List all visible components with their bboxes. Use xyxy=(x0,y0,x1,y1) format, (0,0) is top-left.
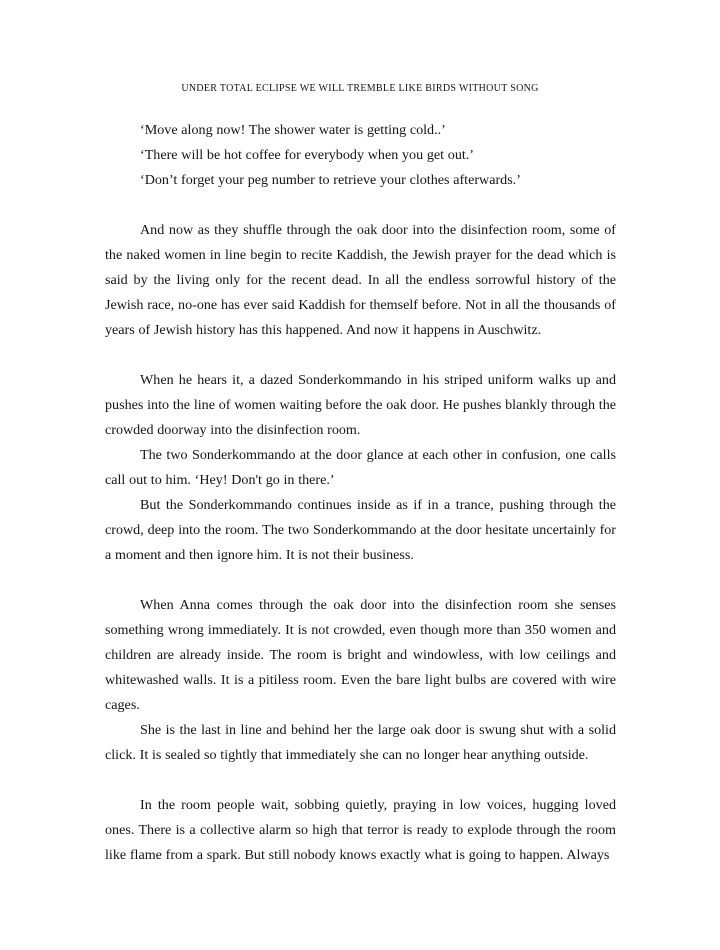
paragraph: When Anna comes through the oak door into the disinfection room she senses something wrong immediately. It is not crowded, even though more than 350 women and children are already inside. The room is bright and windowless, with low ceilings and whitewashed walls. It is a pitiless room. Even the bare light bulbs are covered with wire cages. xyxy=(105,597,616,713)
paragraph: And now as they shuffle through the oak door into the disinfection room, some of the naked women in line begin to recite Kaddish, the Jewish prayer for the dead which is said by the living only for the recent dead. In all the endless sorrowful history of the Jewish race, no-one has ever said Kaddish for themself before. Not in all the thousands of years of Jewish history has this happened. And now it happens in Auschwitz. xyxy=(105,222,616,338)
paragraph: But the Sonderkommando continues inside as if in a trance, pushing through the crowd, deep into the room. The two Sonderkommando at the door hesitate uncertainly for a moment and then ignore him. It is not their business. xyxy=(105,497,616,563)
paragraph: In the room people wait, sobbing quietly, praying in low voices, hugging loved ones. There is a collective alarm so high that terror is ready to explode through the room like flame from a spark. But still nobody knows exactly what is going to happen. Always xyxy=(105,797,616,863)
dialogue-line: ‘Move along now! The shower water is getting cold..’ xyxy=(140,122,446,138)
page-heading: UNDER TOTAL ECLIPSE WE WILL TREMBLE LIKE BIRDS WITHOUT SONG xyxy=(181,83,539,94)
dialogue-line: ‘There will be hot coffee for everybody when you get out.’ xyxy=(140,147,475,163)
paragraph: When he hears it, a dazed Sonderkommando in his striped uniform walks up and pushes into the line of women waiting before the oak door. He pushes blankly through the crowded doorway into the disinfection room. xyxy=(105,372,616,438)
paragraph: The two Sonderkommando at the door glance at each other in confusion, one calls call out to him. ‘Hey! Don't go in there.’ xyxy=(105,447,616,488)
dialogue-line: ‘Don’t forget your peg number to retrieve your clothes afterwards.’ xyxy=(140,172,521,188)
paragraph: She is the last in line and behind her the large oak door is swung shut with a solid click. It is sealed so tightly that immediately she can no longer hear anything outside. xyxy=(105,722,616,763)
document-body xyxy=(105,95,616,868)
